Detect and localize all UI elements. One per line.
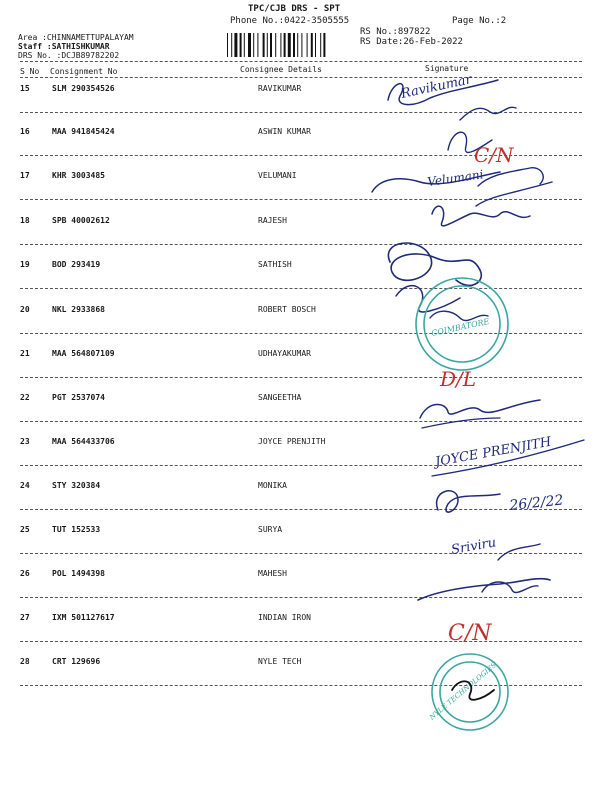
row-consignee: NYLE TECH [258,657,302,666]
area-label: Area :CHINNAMETTUPALAYAM [18,33,134,42]
row-consignee: VELUMANI [258,171,297,180]
signature-row-17c [476,182,552,206]
signature-row-25-text: Sriviru [450,535,498,558]
red-cn-mark: C/N [474,143,514,167]
seal-stamp-coimbatore-text: COIMBATORE [430,316,491,338]
signature-row-25 [498,544,540,560]
drs-number: DRS No. :DCJB89782202 [18,51,120,60]
signature-row-15-text: Ravikumar [399,72,474,102]
row-consignment-no: IXM 501127617 [52,613,115,622]
col-consignment-header: Consignment No [50,67,118,76]
signature-row-22 [420,400,540,418]
row-consignment-no: NKL 2933868 [52,305,105,314]
row-sno: 22 [20,393,30,402]
row-consignee: ASWIN KUMAR [258,127,311,136]
row-sno: 17 [20,171,30,180]
row-sno: 28 [20,657,30,666]
row-consignment-no: MAA 941845424 [52,127,115,136]
phone-number: Phone No.:0422-3505555 [230,16,350,26]
row-consignment-no: KHR 3003485 [52,171,105,180]
signature-row-26b [482,582,538,592]
red-dl-mark: D/L [440,367,477,391]
signature-row-16 [460,107,516,120]
signature-row-18 [432,206,530,226]
row-consignment-no: SPB 40002612 [52,216,110,225]
rs-date: RS Date:26-Feb-2022 [360,37,463,47]
row-consignment-no: SLM 290354526 [52,84,115,93]
row-consignee: SATHISH [258,260,292,269]
row-consignee: JOYCE PRENJITH [258,437,326,446]
row-consignment-no: CRT 129696 [52,657,101,666]
col-consignee-header: Consignee Details [240,65,322,74]
document-title: TPC/CJB DRS - SPT [248,4,341,14]
row-consignment-no: MAA 564807109 [52,349,115,358]
row-consignee: UDHAYAKUMAR [258,349,311,358]
row-sno: 15 [20,84,30,93]
row-consignment-no: STY 320384 [52,481,101,490]
row-consignment-no: PGT 2537074 [52,393,105,402]
row-sno: 23 [20,437,30,446]
row-sno: 27 [20,613,30,622]
row-consignee: RAJESH [258,216,287,225]
row-sno: 18 [20,216,30,225]
row-consignee: INDIAN IRON [258,613,311,622]
row-sno: 25 [20,525,30,534]
row-consignee: MONIKA [258,481,287,490]
row-consignee: MAHESH [258,569,287,578]
row-sno: 26 [20,569,30,578]
col-signature-header: Signature [425,64,469,73]
rs-number: RS No.:897822 [360,27,431,37]
row-sno: 20 [20,305,30,314]
row-consignee: RAVIKUMAR [258,84,302,93]
row-consignee: ROBERT BOSCH [258,305,316,314]
signature-row-17-text: Velumani [426,167,485,189]
signature-row-24-date: 26/2/22 [508,492,565,514]
signature-row-22b [422,418,500,428]
signature-row-24 [437,491,500,512]
row-consignment-no: POL 1494398 [52,569,105,578]
row-consignment-no: TUT 152533 [52,525,101,534]
page-number: Page No.:2 [452,16,507,26]
row-sno: 19 [20,260,30,269]
staff-label: Staff :SATHISHKUMAR [18,42,110,51]
row-sno: 16 [20,127,30,136]
row-consignee: SURYA [258,525,283,534]
row-sno: 21 [20,349,30,358]
row-consignment-no: BOD 293419 [52,260,101,269]
signature-row-23-text: JOYCE PRENJITH [434,434,553,470]
red-cn-mark-2: C/N [448,621,492,646]
col-sno-header: S No [20,67,40,76]
signature-row-17b [478,168,543,186]
row-consignment-no: MAA 564433706 [52,437,115,446]
row-consignee: SANGEETHA [258,393,302,402]
row-sno: 24 [20,481,30,490]
seal-stamp-nyle-text: NYLE TECHNOLOGIES [428,661,499,722]
